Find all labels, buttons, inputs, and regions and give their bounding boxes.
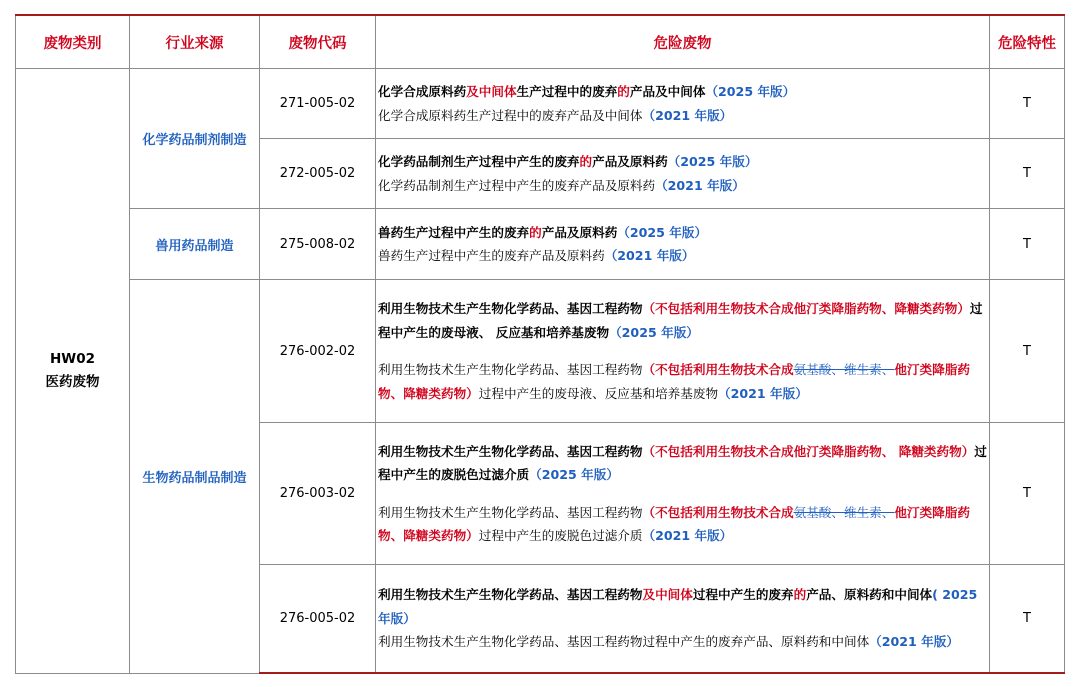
new-text: 利用生物技术生产生物化学药品、基因工程药物（不包括利用生物技术合成他汀类降脂药物、 降糖类药物）过程中产生的废脱色过滤介质（2025 年版） — [378, 443, 987, 483]
old-text: 利用生物技术生产生物化学药品、基因工程药物（不包括利用生物技术合成氨基酸、维生素、他汀类降脂药物、降糖类药物）过程中产生的废脱色过滤介质（2021 年版） — [378, 504, 970, 544]
hazard-cell: T — [990, 139, 1065, 209]
table-row — [16, 69, 1065, 139]
waste-code: 275-008-02 — [260, 209, 376, 280]
hazard-cell: T — [990, 423, 1065, 565]
old-text: 化学药品制剂生产过程中产生的废弃产品及原料药（2021 年版） — [378, 177, 745, 193]
industry-vet: 兽用药品制造 — [130, 209, 260, 280]
category-name: 医药废物 — [45, 373, 100, 390]
waste-code: 276-003-02 — [260, 423, 376, 565]
waste-description — [376, 139, 990, 209]
new-text: 化学合成原料药及中间体生产过程中的废弃的产品及中间体（2025 年版） — [378, 84, 796, 100]
waste-code: 276-002-02 — [260, 280, 376, 423]
new-text: 利用生物技术生产生物化学药品、基因工程药物（不包括利用生物技术合成他汀类降脂药物、降糖类药物）过程中产生的废母液、 反应基和培养基废物（2025 年版） — [378, 301, 983, 340]
hazard-cell: T — [990, 280, 1065, 423]
waste-code: 271-005-02 — [260, 69, 376, 139]
industry-bio: 生物药品制品制造 — [130, 280, 260, 673]
waste-description — [376, 565, 990, 673]
header-code: 废物代码 — [260, 15, 376, 69]
old-text: 化学合成原料药生产过程中的废弃产品及中间体（2021 年版） — [378, 107, 733, 123]
hazard-cell: T — [990, 69, 1065, 139]
hazard-cell: T — [990, 565, 1065, 673]
struck-text: 氨基酸、维生素、 — [793, 504, 895, 520]
waste-description — [376, 280, 990, 423]
waste-description — [376, 209, 990, 280]
new-text: 利用生物技术生产生物化学药品、基因工程药物及中间体过程中产生的废弃的产品、原料药和中间体( 2025 年版） — [378, 587, 978, 626]
hazard-cell: T — [990, 209, 1065, 280]
new-text: 化学药品制剂生产过程中产生的废弃的产品及原料药（2025 年版） — [378, 154, 758, 170]
header-category: 废物类别 — [16, 15, 130, 69]
old-text: 利用生物技术生产生物化学药品、基因工程药物（不包括利用生物技术合成氨基酸、维生素、他汀类降脂药物、降糖类药物）过程中产生的废母液、反应基和培养基废物（2021 年版） — [378, 362, 970, 401]
industry-chem: 化学药品制剂制造 — [130, 69, 260, 209]
waste-description — [376, 69, 990, 139]
table-row — [16, 209, 1065, 280]
struck-text: 氨基酸、维生素、 — [793, 362, 895, 378]
table-row — [16, 280, 1065, 423]
waste-code: 272-005-02 — [260, 139, 376, 209]
hazardous-waste-table — [15, 14, 1065, 674]
waste-description — [376, 423, 990, 565]
old-text: 兽药生产过程中产生的废弃产品及原料药（2021 年版） — [378, 248, 695, 264]
header-hazard: 危险特性 — [990, 15, 1065, 69]
category-code: HW02 — [50, 350, 95, 367]
category-cell — [16, 69, 130, 674]
header-industry: 行业来源 — [130, 15, 260, 69]
header-row — [16, 15, 1065, 69]
new-text: 兽药生产过程中产生的废弃的产品及原料药（2025 年版） — [378, 224, 708, 240]
waste-code: 276-005-02 — [260, 565, 376, 673]
header-waste: 危险废物 — [376, 15, 990, 69]
old-text: 利用生物技术生产生物化学药品、基因工程药物过程中产生的废弃产品、原料药和中间体（2021 年版） — [378, 634, 959, 650]
